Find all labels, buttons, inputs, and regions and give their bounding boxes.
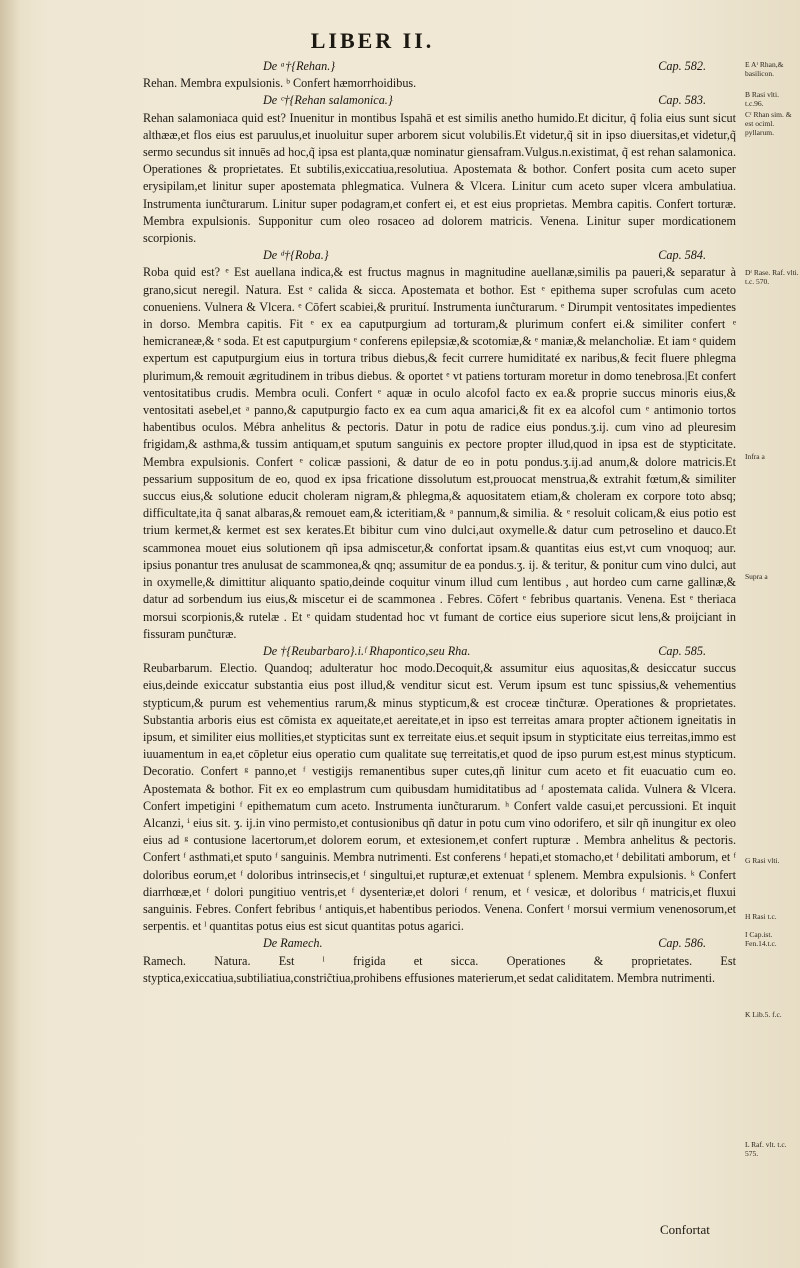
chapter-number: Cap. 583. bbox=[658, 93, 706, 108]
chapter-number: Cap. 585. bbox=[658, 643, 706, 658]
chapter-title: De ᶜ†{Rehan salamonica.} bbox=[263, 93, 393, 108]
chapter-number: Cap. 584. bbox=[658, 248, 706, 263]
margin-note: Dᶠ Rase. Raf. vlti. t.c. 570. bbox=[745, 268, 799, 286]
chapter-number: Cap. 586. bbox=[658, 936, 706, 951]
catchword: Confortat bbox=[660, 1222, 710, 1237]
chapter-title: De †{Reubarbaro}.i.ᶠ Rhapontico,seu Rha. bbox=[263, 643, 471, 658]
chapter-title: De Ramech. bbox=[263, 936, 323, 951]
margin-note: Cᶠ Rhan sim. & est ociml. pyllarum. bbox=[745, 110, 792, 137]
margin-note: E Aᶠ Rhan,& basilicon. bbox=[745, 60, 784, 78]
paragraph: Roba quid est? ᵉ Est auellana indica,& est fructus magnus in magnitudine auellanæ,similis pa paueri,& separatur à grano,sicut neregil. Natura. Est ᵉ calida & sicca. Apostemata et bothor. Est ᵉ epithema super scrofulas cum aceto conueniens. Vulnera & Vlcera. ᵉ Cōfert scabiei,& prurituí. Instrumenta iunc̃turarum. ᵉ Dirumpit ventositates impedientes in dorso. Membra capitis. Fit ᵉ ex ea caputpurgium ad torturam,& plurimum confert ei.& similiter confert ᵉ hemicraneæ,& ᵉ soda. Et est caputpurgium ᵉ conferens epilepsiæ,& scotomiæ,& ᵉ maniæ,& melancholiæ. Et iam ᵉ quidem expertum est caputpurgium eius in tortura tribus diebus,& fecit currere humiditaté ex naribus,& fecit fluere phlegma plurimum,& remouit ægritudinem in tribus diebus. & oportet ᵉ vt patiens torturam moretur in domo tenebrosa.|Et confert ventositatibus crudis. Membra oculi. Confert ᵉ aquæ in oculo alcofol facto ex ea.& proprie succus minoris eius,& ventositati asebel,et ᵃ panno,& caputpurgio facto ex ea cum aqua amarici,& fit ex ea alcofol cum ᵉ antimonio tortos habentibus oculos. Mébra anhelitus & pectoris. Datur in potu de radice eius pondus.ʒ.ij. cum vino ad pleuresim frigidam,& asthma,& tussim antiquam,et sputum sanguinis ex pectore propter illud,quod in ipsa est de stypticitate. Membra expulsionis. Confert ᵉ colicæ passioni, & datur de eo in potu pondus.ʒ.ij.ad anum,& dolore matricis.Et pessarium suppositum de eo, quod ex ipsa fricatione dissolutum est,prouocat menstrua,& extrahit fœtum,& similiter succus eius,& solutione educit choleram nigram,& phlegma,& aquositatem etiam,& choleram ex corpore toto absq; difficultate,ita q̃ sanat albaras,& remouet eam,& icteritiam,& ᵃ pannum,& similia. & ᵉ resoluit colicam,& eius potio est trium kermet,& kermet est sex kerates.Et bibitur cum vino dulci,aut oxymelle.& datur cum petroselino et dauco.Et scammonea mouet eius solutionem qñ ipsa admiscetur,& confortat ipsam.& quantitas eius est,vt cum vnoquoq; aur. ipsius ponantur tres anulusat de scammonea,& qnq; assumitur de ea pondus.ʒ. ij. & teritur, & ponitur cum vino dulci, aut in oxymelle,& dimittitur aliquanto spatio,deinde coquitur vinum illud cum lentibus , aut hordeo cum carne gallinæ,& datur ad sorbendum ius eius,& miscetur ei de scammonea . Febres. Cōfert ᵉ febribus quartanis. Venena. Est ᵉ theriaca morsui scorpionis,& rutelæ . Et ᵉ quidam studentad hoc vt fumant de cortice eius superiore sicut lens,& proijciant in fissuram punc̃turæ. bbox=[143, 265, 736, 641]
margin-note: K Lib.5. f.c. bbox=[745, 1010, 782, 1019]
chapter-heading bbox=[143, 58, 736, 75]
margin-note: I Cap.ist. Fen.14.t.c. bbox=[745, 930, 777, 948]
margin-note: Infra a bbox=[745, 452, 765, 461]
paragraph: Rehan. Membra expulsionis. ᵇ Confert hæmorrhoidibus. bbox=[143, 76, 417, 91]
book-gutter bbox=[0, 0, 20, 1268]
chapter-heading bbox=[143, 92, 736, 109]
chapter-heading bbox=[143, 643, 736, 660]
paragraph: Ramech. Natura. Est ˡ frigida et sicca. Operationes & proprietates. Est styptica,exiccatiua,subtiliatiua,constric̃tiua,prohibens effusiones materierum,et sedat caliditatem. Membra nutrimenti. bbox=[143, 953, 736, 985]
margin-note: B Rasi vlti. t.c.96. bbox=[745, 90, 779, 108]
page-title: LIBER II. bbox=[310, 28, 435, 53]
chapter-title: De ᵃ†{Rehan.} bbox=[263, 59, 336, 73]
chapter-heading bbox=[143, 247, 736, 264]
chapter-number: Cap. 582. bbox=[658, 59, 706, 73]
chapter-title: De ᵈ†{Roba.} bbox=[263, 248, 329, 263]
margin-note: L Raf. vlt. t.c. 575. bbox=[745, 1140, 787, 1158]
margin-note: G Rasi vlti. bbox=[745, 856, 780, 865]
paragraph: Reubarbarum. Electio. Quandoq; adulteratur hoc modo.Decoquit,& assumitur eius aquositas,& desiccatur succus eius,deinde exiccatur substantia eius post illud,& venditur sicut est. Verum ipsum est tunc spissius,& vehementius stypticum,& purum est vehementius rarum,& minus stypticum,& est croceæ tinc̃turæ. Operationes & proprietates. Substantia arboris eius est cōmista ex aqueitate,et aereitate,et in ipso est terreitas amara propter ac̃tionem igneitatis in ipsum, et similiter eius mollities,et stypticitas sunt ex terreitate eius.et sequit ipsum in stypticitate eius terreitas,immo est iuuamentum in ea,et cōpletur eius operatio cum qualitate suę terreitatis,et quod de ipso purum est,est minus stypticum. Decoratio. Confert ᵍ panno,et ᶠ vestigijs remanentibus super cutes,qñ linitur cum aceto et fit euacuatio cum eo. Apostemata & bothor. Fit ex eo emplastrum cum quibusdam humiditatibus ad ᶠ apostemata calida. Vulnera & Vlcera. Confert impetigini ᶠ epithematum cum aceto. Instrumenta iunc̃turarum. ʰ Confert valde casui,et percussioni. Et inquit Alcanzi, ⁱ eius sit. ʒ. ij.in vino permisto,et contusionibus qñ datur in potu cum vino odorifero, et silr qñ inungitur ex oleo eius ad ᵍ contusione lacertorum,et dolorem eorum, et extesionem,et confert rupturæ . Membra anhelitus & pectoris. Confert ᶠ asthmati,et sputo ᶠ sanguinis. Membra nutrimenti. Est conferens ᶠ hepati,et stomacho,et ᶠ debilitati amborum, et ᶠ doloribus eorum,et ᶠ doloribus intrinsecis,et ᶠ singultui,et rupturæ,et extenuat ᶠ splenem. Membra expulsionis. ᵏ Confert diarrhœæ,et ᶠ dolori pungitiuo ventris,et ᶠ dysenteriæ,et dolori ᶠ renum, et ᶠ vesicæ, et doloribus ᶠ matricis,et fluxui sanguinis. Febres. Confert febribus ᶠ antiquis,et habentibus periodos. Venena. Confert ᶠ morsui vermium venenosorum,et serpentis. et ˡ quantitas potus eius est sicut quantitas potus agarici. bbox=[143, 661, 736, 934]
paragraph: Rehan salamoniaca quid est? Inuenitur in montibus Ispahā et est similis anetho humido.Et dicitur, q̃ folia eius sunt sicut althææ,et flos eius est paruulus,et inuoluitur super arborem sicut volubilis.Et videtur,q̃ sit in ipso diuersitas,et videtur,q̃ sermo secundus sit innuēs ad hoc,q̃ ipsa est planta,quæ nominatur giensafram.Vulgus.n.existimat, q̃ est rehan salamonica. Operationes & proprietates. Et subtilis,exiccatiua,resolutiua. Apostemata & bothor. Confert posita cum aceto super erysipilam,et linitur super apostemata phlegmatica. Vulnera & Vlcera. Linitur cum aceto super vlcera ambulatiua. Instrumenta iunc̃turarum. Linitur super podagram,et confert ei, et est eius proprietas. Membra capitis. Confert torturæ. Membra expulsionis. Supponitur cum oleo rosaceo ad dolorem matricis. Venena. Linitur super mordicationem scorpionis. bbox=[143, 110, 736, 246]
main-text bbox=[143, 58, 736, 987]
chapter-heading bbox=[143, 935, 736, 952]
margin-note: H Rasi t.c. bbox=[745, 912, 777, 921]
margin-note: Supra a bbox=[745, 572, 768, 581]
